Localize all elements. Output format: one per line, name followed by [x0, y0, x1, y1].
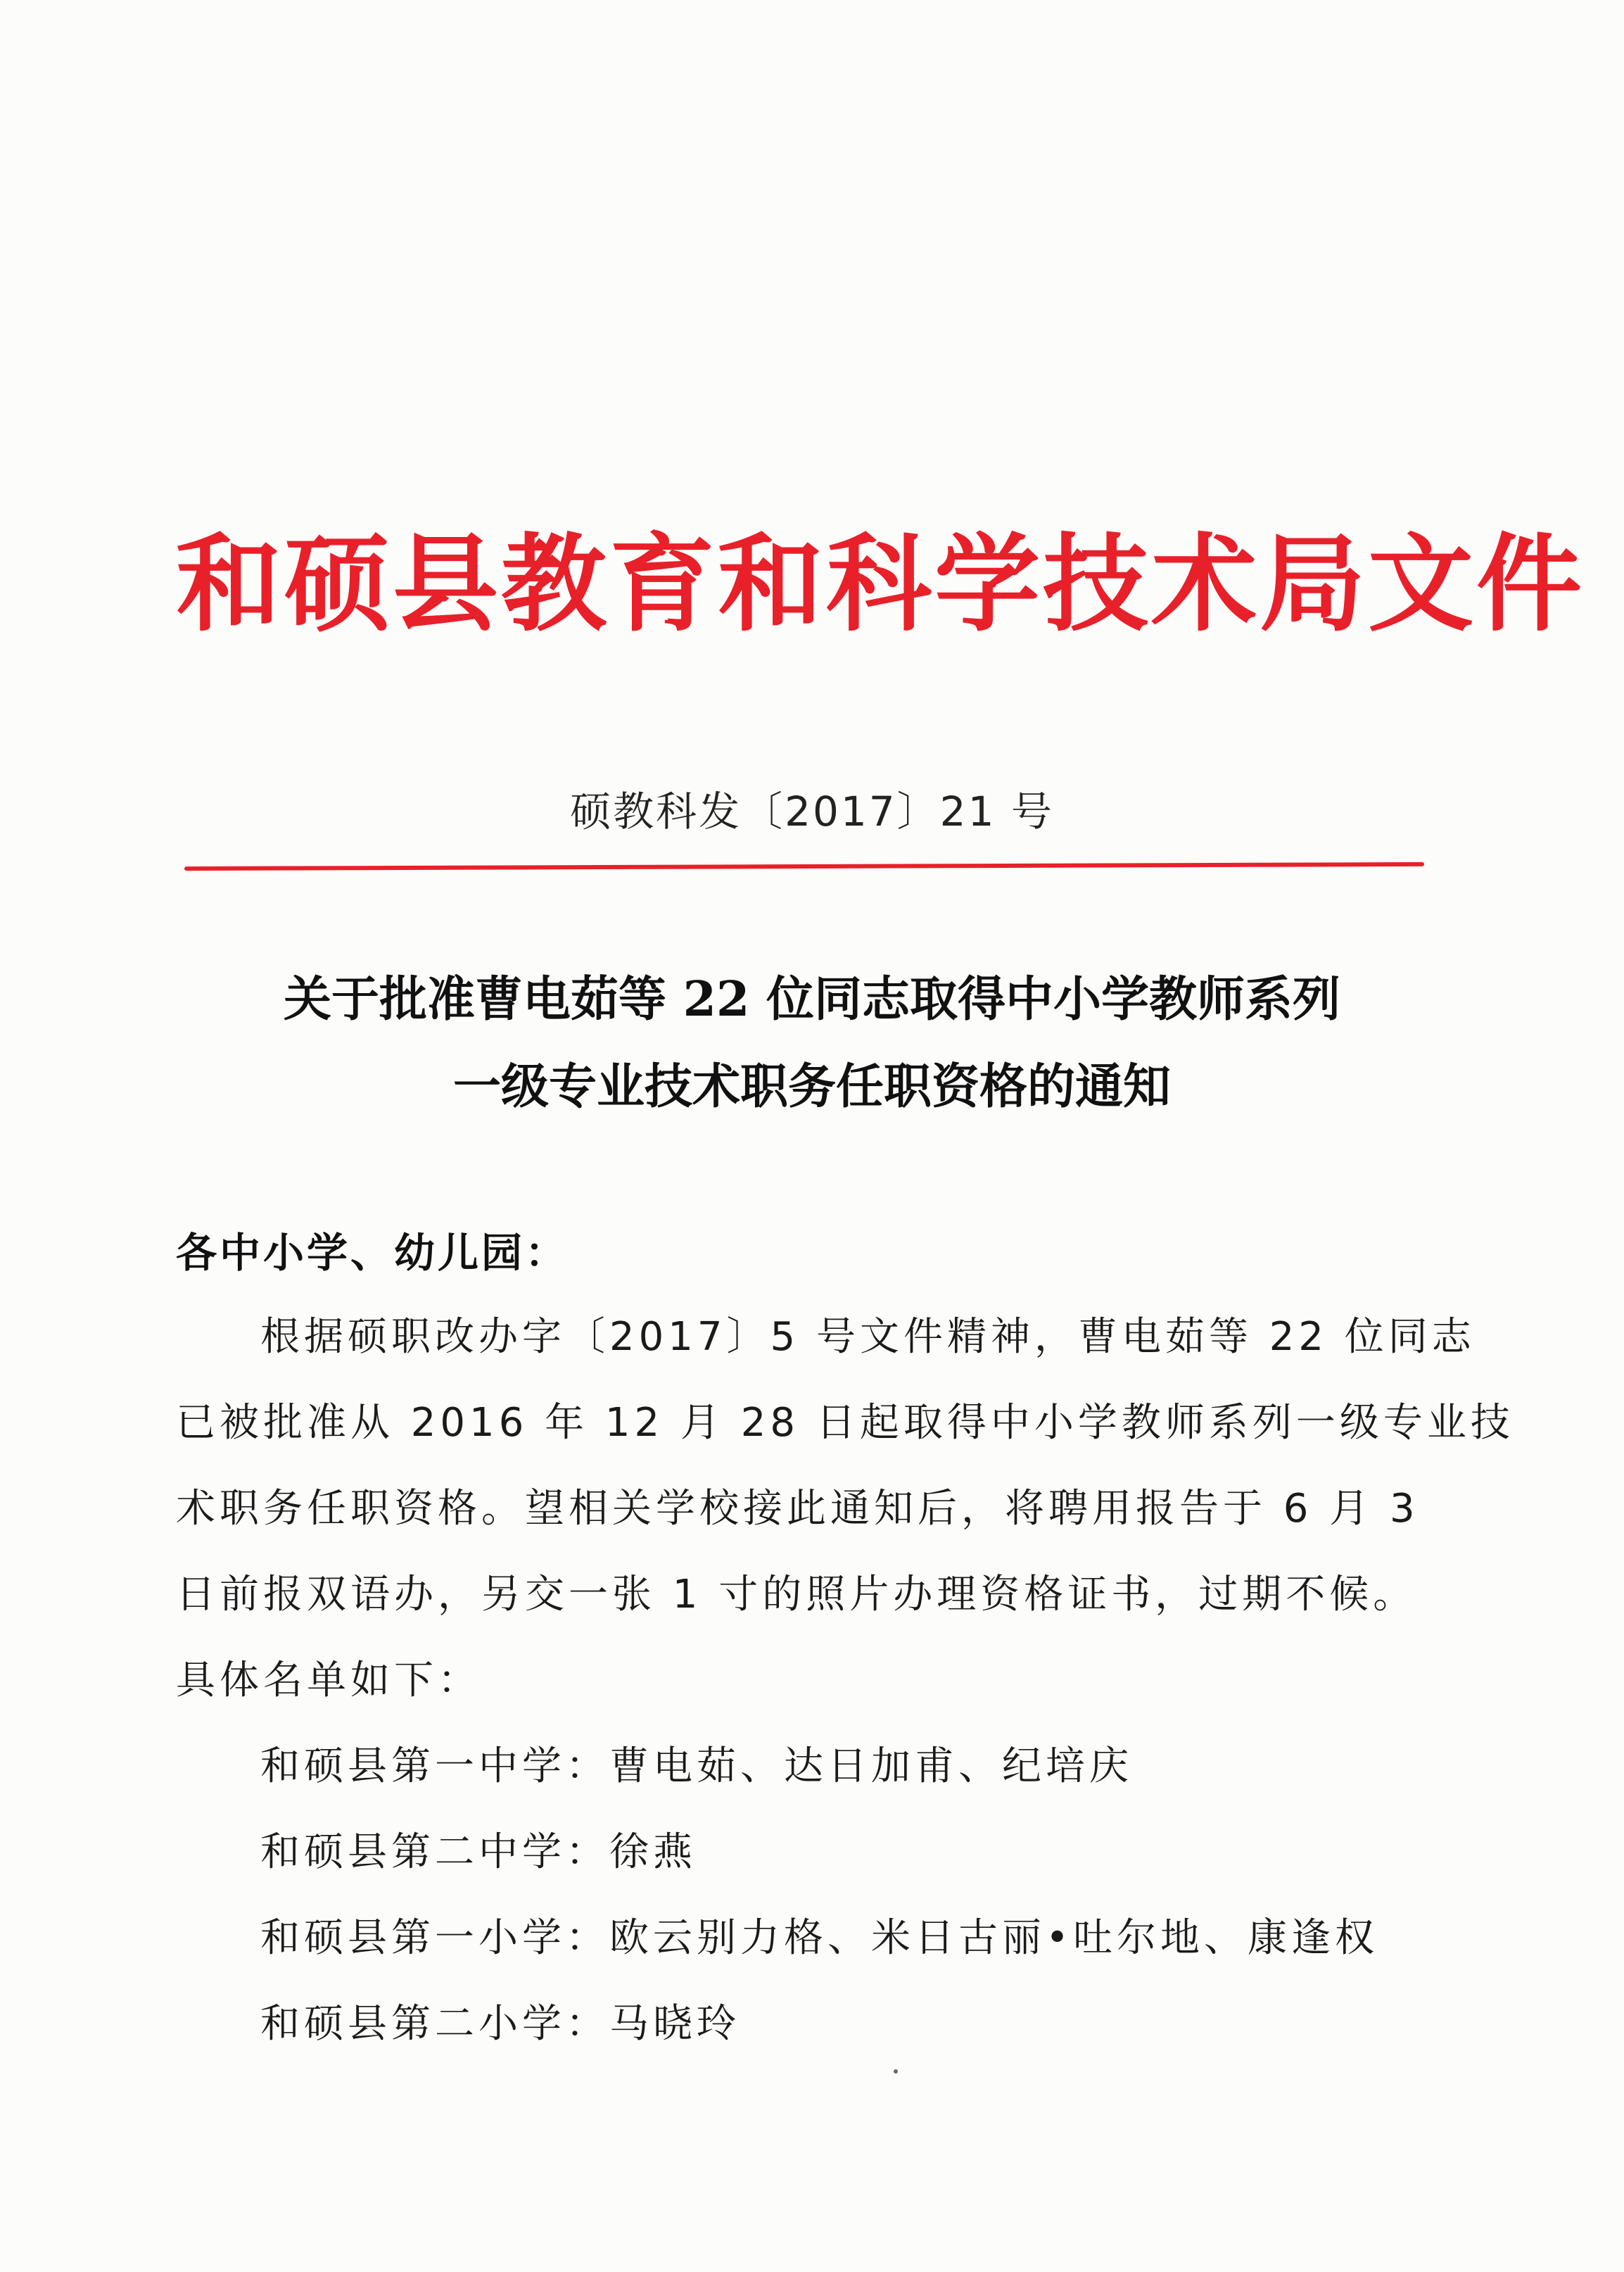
teacher-names: 曹电茹、达日加甫、纪培庆 — [609, 1743, 1133, 1789]
school-name: 和硕县第一中学： — [260, 1743, 609, 1789]
scan-speck — [894, 2069, 898, 2074]
body-paragraph-line: 具体名单如下： — [176, 1658, 481, 1703]
body-paragraph-line: 术职务任职资格。望相关学校接此通知后，将聘用报告于 6 月 3 — [176, 1486, 1419, 1532]
school-name: 和硕县第一小学： — [260, 1915, 609, 1961]
subject-line-2: 一级专业技术职务任职资格的通知 — [452, 1059, 1171, 1115]
document-number: 硕教科发〔2017〕21 号 — [570, 788, 1054, 835]
teacher-names: 马晓玲 — [609, 2001, 740, 2047]
body-paragraph-line: 日前报双语办，另交一张 1 寸的照片办理资格证书，过期不候。 — [176, 1572, 1417, 1617]
list-item — [260, 1731, 1133, 1802]
list-item — [260, 1989, 740, 2059]
teacher-names: 徐燕 — [609, 1829, 697, 1875]
school-name: 和硕县第二小学： — [260, 2001, 609, 2047]
list-item — [260, 1817, 697, 1888]
body-paragraph-line: 根据硕职改办字〔2017〕5 号文件精神，曹电茹等 22 位同志 — [260, 1314, 1476, 1360]
body-paragraph-line: 已被批准从 2016 年 12 月 28 日起取得中小学教师系列一级专业技 — [176, 1400, 1514, 1446]
issuing-authority-header: 和硕县教育和科学技术局文件 — [176, 522, 1585, 646]
red-divider-line — [184, 862, 1424, 871]
teacher-names: 欧云别力格、米日古丽•吐尔地、康逢权 — [609, 1915, 1379, 1961]
salutation: 各中小学、幼儿园： — [176, 1229, 569, 1277]
list-item — [260, 1903, 1378, 1974]
school-name: 和硕县第二中学： — [260, 1829, 609, 1875]
subject-line-1: 关于批准曹电茹等 22 位同志取得中小学教师系列 — [284, 971, 1340, 1028]
